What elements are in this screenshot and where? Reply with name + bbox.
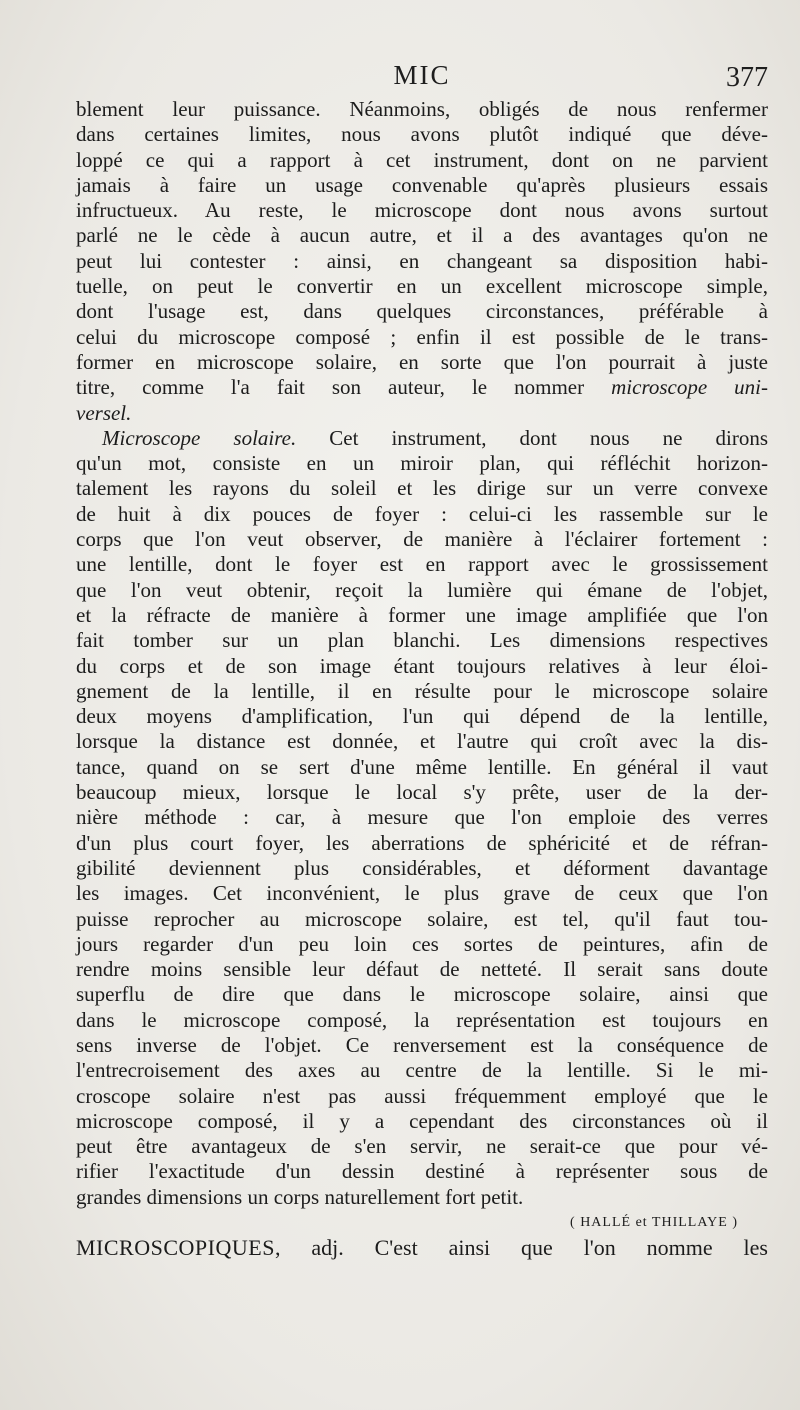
text-line: d'un plus court foyer, les aberrations de sphéricité et de réfran- [76,830,768,855]
text-line: celui du microscope composé ; enfin il est possible de le trans- [76,324,768,349]
text-line: microscope composé, il y a cependant des circonstances où il [76,1108,768,1133]
section-start-line [76,426,768,451]
text-line: rifier l'exactitude d'un dessin destiné à représenter sous de [76,1159,768,1184]
text-line: lorsque la distance est donnée, et l'autre qui croît avec la dis- [76,729,768,754]
body-text [76,97,768,1261]
text-line: jours regarder d'un peu loin ces sortes de peintures, afin de [76,931,768,956]
text-line: sens inverse de l'objet. Ce renversement est la conséquence de [76,1032,768,1057]
text-line: qu'un mot, consiste en un miroir plan, qui réfléchit horizon- [76,451,768,476]
italic-term: microscope uni- [611,375,768,400]
text-line: jamais à faire un usage convenable qu'après plusieurs essais [76,172,768,197]
text-line: dans certaines limites, nous avons plutôt indiqué que déve- [76,122,768,147]
text-line: superflu de dire que dans le microscope solaire, ainsi que [76,982,768,1007]
text-line: dont l'usage est, dans quelques circonstances, préférable à [76,299,768,324]
text-line: de huit à dix pouces de foyer : celui-ci les rassemble sur le [76,501,768,526]
text-line: gibilité deviennent plus considérables, et déforment davantage [76,855,768,880]
page-header [76,60,768,94]
text-line: peut lui contester : ainsi, en changeant sa disposition habi- [76,248,768,273]
text-line: tance, quand on se sert d'une même lentille. En général il vaut [76,754,768,779]
page-number: 377 [726,62,768,93]
text-line: et la réfracte de manière à former une image amplifiée que l'on [76,602,768,627]
text-line: grandes dimensions un corps naturellement fort petit. [76,1184,524,1209]
text-line: croscope solaire n'est pas aussi fréquemment employé que le [76,1083,768,1108]
entry-headword: MICROSCOPIQUES [76,1235,275,1261]
text-line-start: titre, comme l'a fait son auteur, le nommer [76,375,585,400]
text-line: rendre moins sensible leur défaut de netteté. Il serait sans doute [76,957,768,982]
text-line: nière méthode : car, à mesure que l'on emploie des verres [76,805,768,830]
text-line: beaucoup mieux, lorsque le local s'y prête, user de la der- [76,780,768,805]
text-line: talement les rayons du soleil et les dirige sur un verre convexe [76,476,768,501]
text-line: que l'on veut obtenir, reçoit la lumière qui émane de l'objet, [76,577,768,602]
italic-term-end: versel. [76,400,132,425]
entry-definition-start: , adj. C'est ainsi que l'on nomme les [274,1235,768,1261]
text-line: former en microscope solaire, en sorte que l'on pourrait à juste [76,349,768,374]
text-line: corps que l'on veut observer, de manière à l'éclairer fortement : [76,527,768,552]
author-attribution: ( HALLÉ et THILLAYE ) [570,1215,738,1231]
text-line: gnement de la lentille, il en résulte pour le microscope solaire [76,678,768,703]
section-title: Microscope solaire. [102,425,297,450]
text-line: dans le microscope composé, la représentation est toujours en [76,1007,768,1032]
text-line: infructueux. Au reste, le microscope dont nous avons surtout [76,198,768,223]
text-line: du corps et de son image étant toujours relatives à leur éloi- [76,653,768,678]
text-line: les images. Cet inconvénient, le plus grave de ceux que l'on [76,881,768,906]
text-line: l'entrecroisement des axes au centre de la lentille. Si le mi- [76,1058,768,1083]
text-line: une lentille, dont le foyer est en rapport avec le grossissement [76,552,768,577]
text-line: loppé ce qui a rapport à cet instrument, dont on ne parvient [76,147,768,172]
next-entry-line [76,1235,768,1260]
text-line [76,375,768,400]
text-line: peut être avantageux de s'en servir, ne serait-ce que pour vé- [76,1134,768,1159]
section-first-line: Cet instrument, dont nous ne dirons [329,425,768,450]
text-line [76,401,768,426]
text-line: parlé ne le cède à aucun autre, et il a des avantages qu'on ne [76,223,768,248]
running-head: MIC [393,60,451,90]
text-line: deux moyens d'amplification, l'un qui dépend de la lentille, [76,704,768,729]
text-line: blement leur puissance. Néanmoins, obligés de nous renfermer [76,97,768,121]
text-line: puisse reprocher au microscope solaire, est tel, qu'il faut tou- [76,906,768,931]
text-line: tuelle, on peut le convertir en un excellent microscope simple, [76,274,768,299]
text-line: fait tomber sur un plan blanchi. Les dimensions respectives [76,628,768,653]
